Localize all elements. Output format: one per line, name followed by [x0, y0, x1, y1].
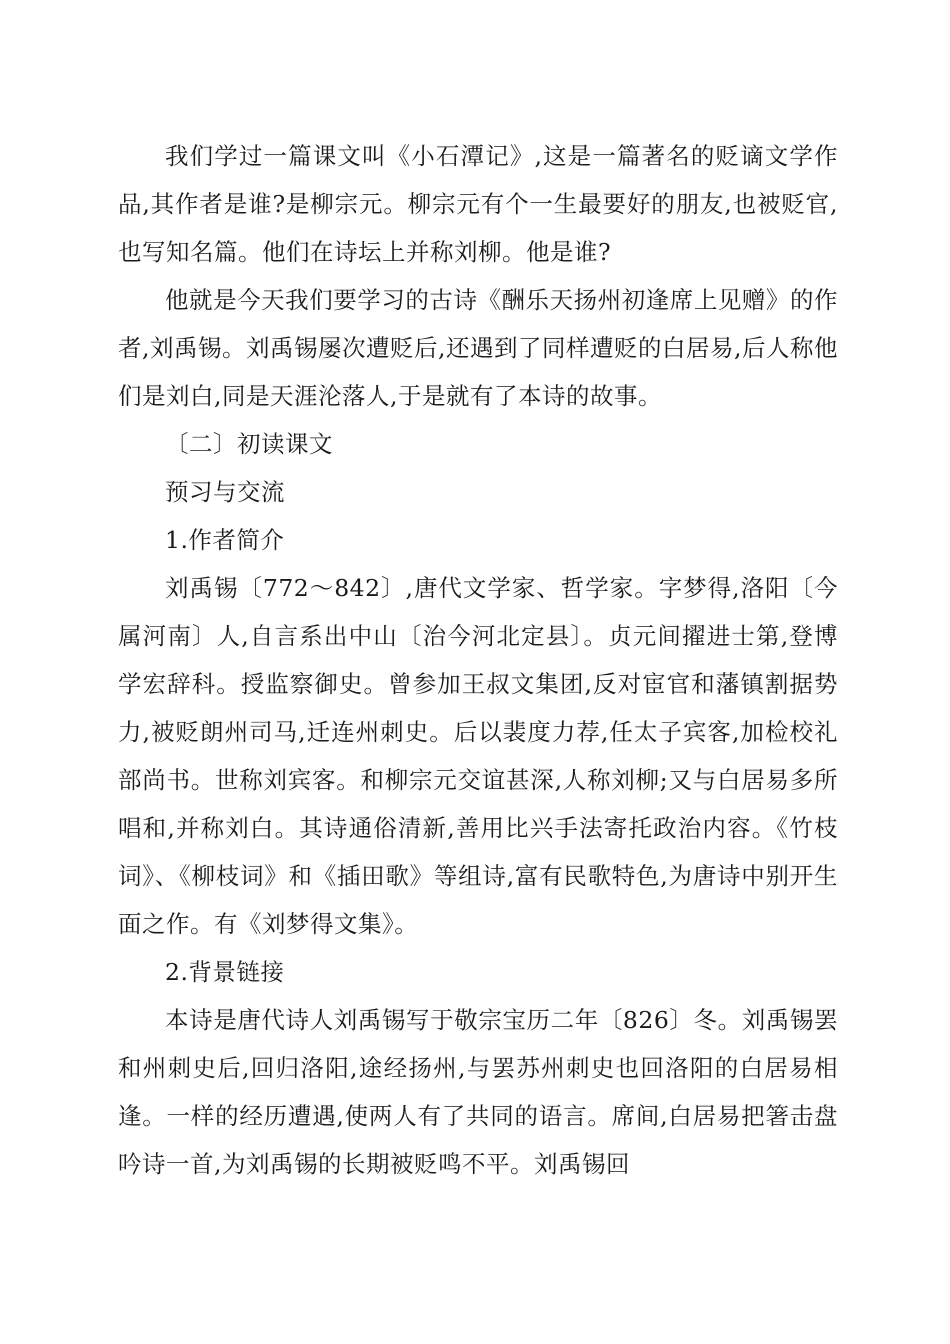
subheading-background: 2.背景链接 — [165, 958, 285, 986]
section-heading-reading: 〔二〕初读课文 — [165, 430, 333, 458]
subheading-preview: 预习与交流 — [165, 478, 285, 506]
intro-paragraph-1: 我们学过一篇课文叫《小石潭记》,这是一篇著名的贬谪文学作品,其作者是谁?是柳宗元。柳宗元有个一生最要好的朋友,也被贬官,也写知名篇。他们在诗坛上并称刘柳。他是谁? — [118, 142, 838, 266]
intro-paragraph-2: 他就是今天我们要学习的古诗《酬乐天扬州初逢席上见赠》的作者,刘禹锡。刘禹锡屡次遭贬后,还遇到了同样遭贬的白居易,后人称他们是刘白,同是天涯沦落人,于是就有了本诗的故事。 — [118, 286, 838, 410]
background-paragraph: 本诗是唐代诗人刘禹锡写于敬宗宝历二年〔826〕冬。刘禹锡罢和州刺史后,回归洛阳,途经扬州,与罢苏州刺史也回洛阳的白居易相逢。一样的经历遭遇,使两人有了共同的语言。席间,白居易把箸击盘吟诗一首,为刘禹锡的长期被贬鸣不平。刘禹锡回 — [118, 1006, 838, 1178]
document-page — [118, 132, 838, 1188]
author-paragraph: 刘禹锡〔772～842〕,唐代文学家、哲学家。字梦得,洛阳〔今属河南〕人,自言系出中山〔治今河北定县〕。贞元间擢进士第,登博学宏辞科。授监察御史。曾参加王叔文集团,反对宦官和藩镇割据势力,被贬朗州司马,迁连州刺史。后以裴度力荐,任太子宾客,加检校礼部尚书。世称刘宾客。和柳宗元交谊甚深,人称刘柳;又与白居易多所唱和,并称刘白。其诗通俗清新,善用比兴手法寄托政治内容。《竹枝词》、《柳枝词》和《插田歌》等组诗,富有民歌特色,为唐诗中别开生面之作。有《刘梦得文集》。 — [118, 574, 838, 938]
subheading-author-intro: 1.作者简介 — [165, 526, 285, 554]
